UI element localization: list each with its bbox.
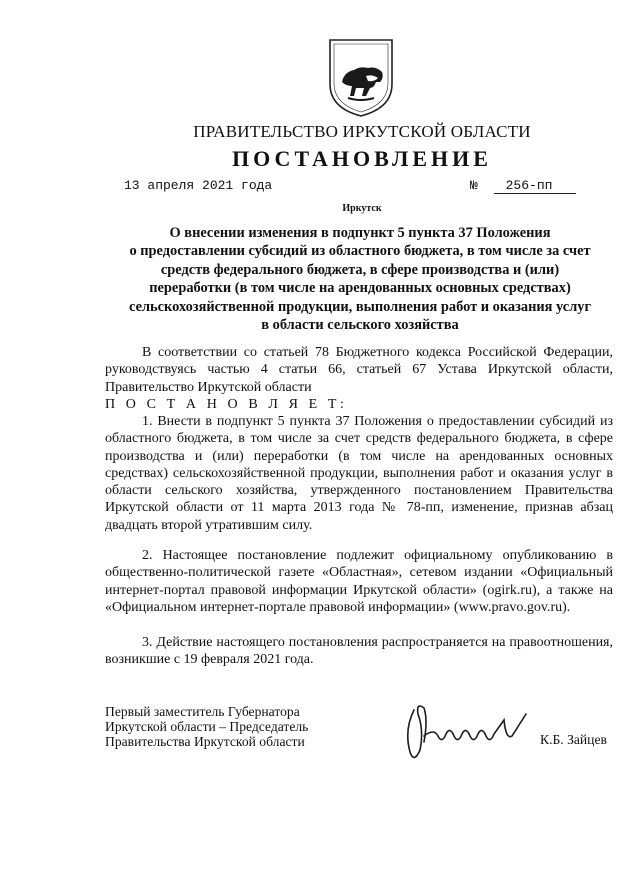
intro-text: В соответствии со статьей 78 Бюджетного кодекса Российской Федерации, руководствуясь частью 4 статьи 66, статьей 67 Устава Иркутской области, Правительство Иркутской области <box>105 345 613 395</box>
intro-paragraph <box>105 344 613 396</box>
title-line: о предоставлении субсидий из областного бюджета, в том числе за счет <box>129 243 591 260</box>
number-sign: № <box>470 178 478 193</box>
postanovlyaet-line <box>105 396 613 413</box>
signature-icon <box>394 690 534 768</box>
number-value: 256-пп <box>494 178 576 194</box>
document-title <box>100 224 620 334</box>
item-2-text: 2. Настоящее постановление подлежит официальному опубликованию в общественно-политической газете «Областная», сетевом издании «Официальный интернет-портал правовой информации Иркутской области» (ogirk.ru), а также на «Официальном интернет-портале правовой информации» (www.pravo.gov.ru). <box>105 548 613 615</box>
document-number <box>470 178 576 194</box>
signer-position-line: Первый заместитель Губернатора <box>105 704 300 719</box>
item-2-paragraph <box>105 547 613 616</box>
title-line: средств федерального бюджета, в сфере производства и (или) <box>160 261 560 278</box>
document-city: Иркутск <box>342 203 382 214</box>
government-name: ПРАВИТЕЛЬСТВО ИРКУТСКОЙ ОБЛАСТИ <box>193 122 531 141</box>
item-1-text: 1. Внести в подпункт 5 пункта 37 Положения о предоставлении субсидий из областного бюджета, в том числе за счет средств федерального бюджета, в сфере производства и (или) переработки (в том числе на арендованных основных средствах) сельскохозяйственной продукции, выполнения работ и оказания услуг в области сельского хозяйства, утвержденного постановлением Правительства Иркутской области от 11 марта 2013 года № 78-пп, изменение, признав абзац двадцать второй утратившим силу. <box>105 414 613 533</box>
signer-position-line: Иркутской области – Председатель <box>105 719 309 734</box>
title-line: переработки (в том числе на арендованных основных средствах) <box>149 280 571 297</box>
signer-name: К.Б. Зайцев <box>540 732 607 747</box>
title-line: О внесении изменения в подпункт 5 пункта 37 Положения <box>169 225 551 241</box>
document-type: ПОСТАНОВЛЕНИЕ <box>232 146 492 171</box>
coat-of-arms-icon <box>326 36 396 118</box>
postanovlyaet-text: П О С Т А Н О В Л Я Е Т: <box>105 397 348 412</box>
title-line: сельскохозяйственной продукции, выполнения работ и оказания услуг <box>129 298 591 315</box>
signer-position-line: Правительства Иркутской области <box>105 734 305 749</box>
item-3-text: 3. Действие настоящего постановления распространяется на правоотношения, возникшие с 19 февраля 2021 года. <box>105 635 613 668</box>
item-1-paragraph <box>105 413 613 534</box>
document-date: 13 апреля 2021 года <box>124 178 273 193</box>
item-3-paragraph <box>105 634 613 669</box>
signer-position <box>105 704 308 749</box>
title-line: в области сельского хозяйства <box>261 317 459 334</box>
